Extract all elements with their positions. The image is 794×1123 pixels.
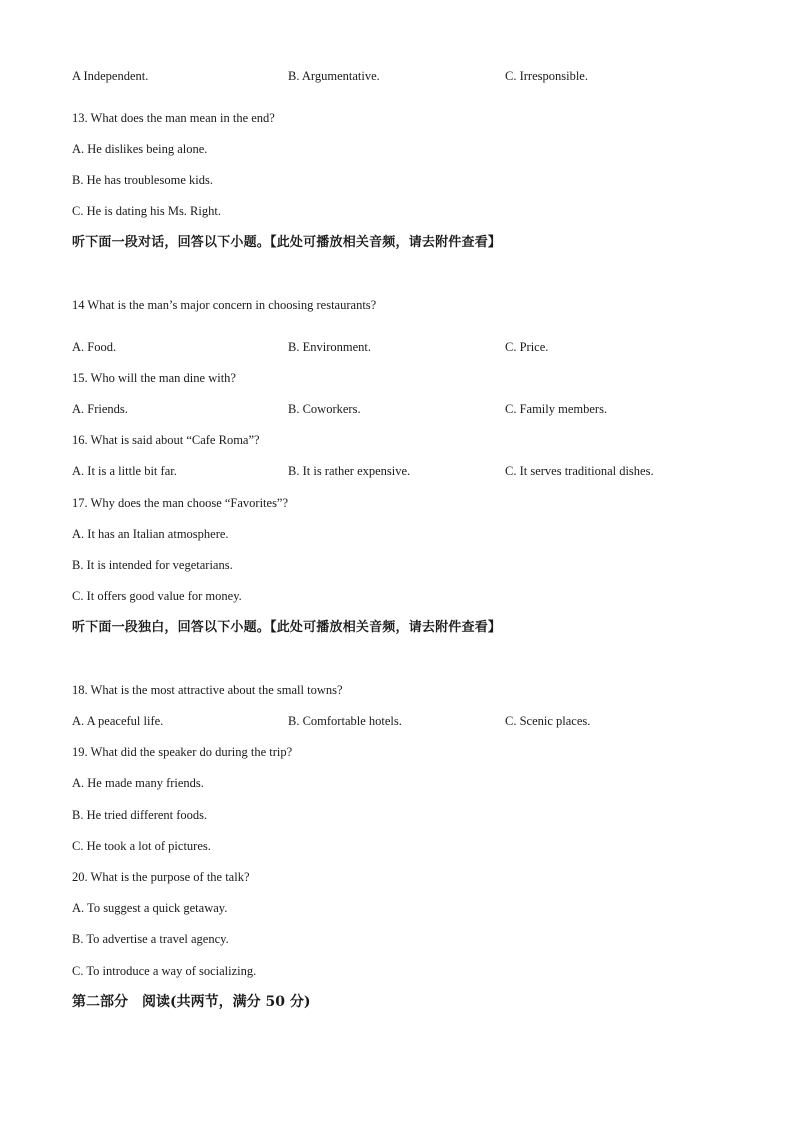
q17-stem: 17. Why does the man choose “Favorites”?	[72, 496, 289, 510]
q13-option-a: A. He dislikes being alone.	[72, 142, 208, 156]
q18-option-b: B. Comfortable hotels.	[288, 714, 402, 728]
q19-option-b: B. He tried different foods.	[72, 808, 208, 822]
q16-option-b: B. It is rather expensive.	[288, 464, 411, 478]
q14-stem: 14 What is the man’s major concern in choosing restaurants?	[72, 298, 377, 312]
q14-option-b: B. Environment.	[288, 340, 371, 354]
q19-stem: 19. What did the speaker do during the trip?	[72, 745, 293, 759]
q18-option-a: A. A peaceful life.	[72, 714, 164, 728]
q15-options	[72, 401, 722, 417]
q14-option-c: C. Price.	[505, 340, 549, 354]
q13-option-c: C. He is dating his Ms. Right.	[72, 204, 221, 218]
q18-option-c: C. Scenic places.	[505, 714, 591, 728]
section-heading: 第二部分 阅读(共两节，满分 50 分)	[72, 994, 311, 1010]
q14-option-a: A. Food.	[72, 340, 117, 354]
q15-option-a: A. Friends.	[72, 402, 128, 416]
q19-option-a: A. He made many friends.	[72, 776, 204, 790]
q20-option-b: B. To advertise a travel agency.	[72, 932, 229, 946]
q15-option-b: B. Coworkers.	[288, 402, 361, 416]
q20-option-c: C. To introduce a way of socializing.	[72, 964, 257, 978]
q16-option-a: A. It is a little bit far.	[72, 464, 177, 478]
monologue-instruction: 听下面一段独白，回答以下小题。【此处可播放相关音频，请去附件查看】	[72, 620, 502, 635]
q18-options	[72, 713, 722, 729]
q15-stem: 15. Who will the man dine with?	[72, 371, 236, 385]
q13-stem: 13. What does the man mean in the end?	[72, 111, 275, 125]
q20-option-a: A. To suggest a quick getaway.	[72, 901, 228, 915]
q12-option-b: B. Argumentative.	[288, 69, 380, 83]
q14-options	[72, 339, 722, 355]
q17-option-a: A. It has an Italian atmosphere.	[72, 527, 229, 541]
q19-option-c: C. He took a lot of pictures.	[72, 839, 211, 853]
q17-option-c: C. It offers good value for money.	[72, 589, 242, 603]
q12-option-a: A Independent.	[72, 69, 149, 83]
q16-stem: 16. What is said about “Cafe Roma”?	[72, 433, 260, 447]
q16-options	[72, 463, 722, 479]
q16-option-c: C. It serves traditional dishes.	[505, 464, 654, 478]
q20-stem: 20. What is the purpose of the talk?	[72, 870, 250, 884]
q12-options	[72, 68, 722, 84]
q17-option-b: B. It is intended for vegetarians.	[72, 558, 233, 572]
q13-option-b: B. He has troublesome kids.	[72, 173, 213, 187]
dialog-instruction: 听下面一段对话，回答以下小题。【此处可播放相关音频，请去附件查看】	[72, 235, 502, 250]
q18-stem: 18. What is the most attractive about the small towns?	[72, 683, 343, 697]
q12-option-c: C. Irresponsible.	[505, 69, 588, 83]
q15-option-c: C. Family members.	[505, 402, 608, 416]
